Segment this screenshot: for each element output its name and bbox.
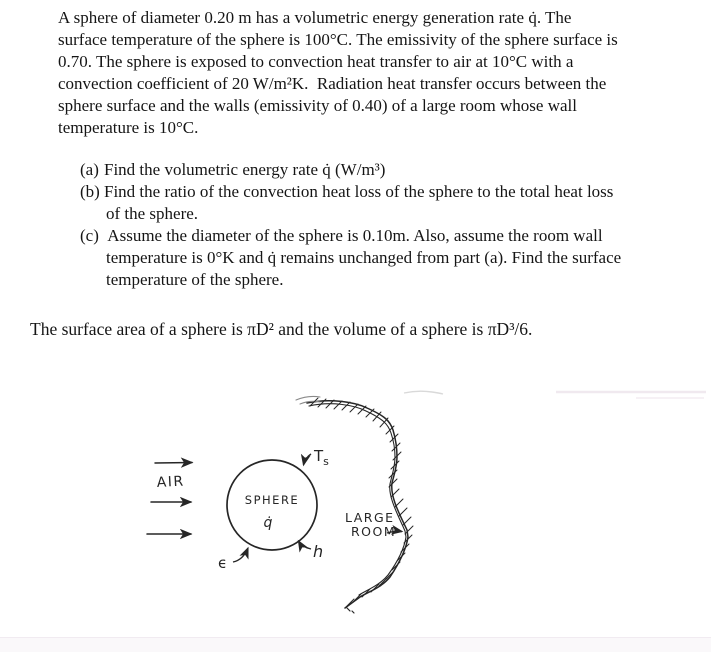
- paragraph-line: 0.70. The sphere is exposed to convection heat transfer to air at 10°C with a: [58, 52, 574, 71]
- surface-temp-label: $T_s$: [314, 447, 329, 468]
- paragraph-line: A sphere of diameter 0.20 m has a volumetric energy generation rate q̇. The: [58, 8, 572, 27]
- part-b-row: [80, 181, 613, 203]
- large-room-label-line2: ROOM: [351, 524, 397, 539]
- paragraph-line: convection coefficient of 20 W/m²K. Radiation heat transfer occurs between the: [58, 74, 607, 93]
- part-a-row: [80, 159, 385, 181]
- convection-label: h: [313, 542, 324, 561]
- air-arrow-top: [155, 463, 192, 464]
- emissivity-label: ϵ: [218, 554, 228, 572]
- paragraph-line: surface temperature of the sphere is 100°C. The emissivity of the sphere surface is: [58, 30, 618, 49]
- wall-end-ticks: [347, 608, 354, 613]
- part-a-label: (a): [80, 160, 99, 179]
- part-c-continuation: [106, 269, 283, 291]
- part-c-row: [80, 225, 603, 247]
- part-c-text: Assume the diameter of the sphere is 0.10m. Also, assume the room wall: [104, 226, 603, 245]
- part-b-text: Find the ratio of the convection heat loss of the sphere to the total heat loss: [104, 182, 614, 201]
- part-b-continuation: [106, 203, 198, 225]
- air-label: AIR: [156, 473, 186, 491]
- problem-diagram: [0, 385, 711, 640]
- air-flow-arrows: [147, 463, 192, 535]
- generation-rate-label: q̇: [263, 515, 273, 531]
- part-c-label: (c): [80, 226, 99, 245]
- large-room-label-line1: LARGE: [345, 510, 395, 525]
- paragraph-line: temperature is 10°C.: [58, 118, 199, 137]
- formula-note: The surface area of a sphere is πD² and the volume of a sphere is πD³/6.: [30, 319, 533, 339]
- part-b-text-2: of the sphere.: [106, 204, 199, 223]
- part-c-text-3: temperature of the sphere.: [106, 270, 284, 289]
- part-b-label: (b): [80, 182, 100, 201]
- scan-bottom-strip: [0, 637, 711, 652]
- surface-temp-annotation: [304, 447, 330, 468]
- sphere-figure: [227, 460, 317, 550]
- wall-hatching: [310, 398, 413, 607]
- scan-artifacts: [404, 391, 706, 398]
- sphere-label: SPHERE: [244, 493, 300, 507]
- wall-line-inner: [309, 404, 406, 595]
- large-room-annotation: [345, 510, 402, 539]
- part-c-text-2: temperature is 0°K and q̇ remains unchanged from part (a). Find the surface: [106, 248, 622, 267]
- emissivity-annotation: [218, 548, 248, 572]
- paragraph-line: sphere surface and the walls (emissivity of 0.40) of a large room whose wall: [58, 96, 577, 115]
- convection-annotation: [299, 541, 324, 561]
- part-a-text: Find the volumetric energy rate q̇ (W/m³): [104, 160, 386, 179]
- part-c-continuation: [106, 247, 621, 269]
